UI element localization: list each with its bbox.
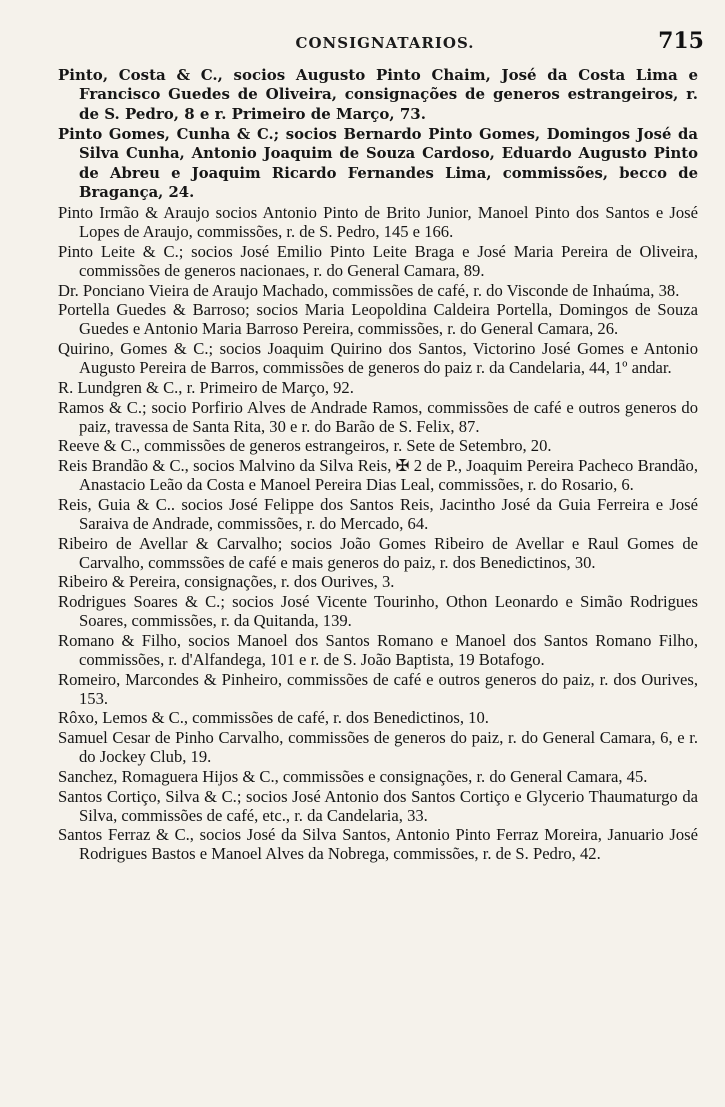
list-item: R. Lundgren & C., r. Primeiro de Março, 92. xyxy=(58,377,354,397)
list-item: Sanchez, Romaguera Hijos & C., commissões e consignações, r. do General Camara, 45. xyxy=(58,766,648,786)
list-item: Ribeiro & Pereira, consignações, r. dos Ourives, 3. xyxy=(58,572,395,592)
list-item: Santos Cortiço, Silva & C.; socios José Antonio dos Santos Cortiço e Glycerio Thaumaturgo da Silva, commissões de café, etc., r. da Candelaria, 33. xyxy=(58,786,698,825)
list-item: Reeve & C., commissões de generos estrangeiros, r. Sete de Setembro, 20. xyxy=(58,436,552,456)
list-item: Portella Guedes & Barroso; socios Maria Leopoldina Caldeira Portella, Domingos de Souza Guedes e Antonio Maria Barroso Pereira, commissões, r. do General Camara, 26. xyxy=(58,300,698,339)
list-item: Dr. Ponciano Vieira de Araujo Machado, commissões de café, r. do Visconde de Inhaúma, 38. xyxy=(58,280,680,300)
list-item: Pinto, Costa & C., socios Augusto Pinto Chaim, José da Costa Lima e Francisco Guedes de Oliveira, consignações de generos estrangeiros, r. de S. Pedro, 8 e r. Primeiro de Março, 73. xyxy=(58,66,698,123)
list-item: Romeiro, Marcondes & Pinheiro, commissões de café e outros generos do paiz, r. dos Ourives, 153. xyxy=(58,669,698,708)
list-item: Pinto Gomes, Cunha & C.; socios Bernardo Pinto Gomes, Domingos José da Silva Cunha, Antonio Joaquim de Souza Cardoso, Eduardo Augusto Pinto de Abreu e Joaquim Ricardo Fernandes Lima, commissões, becco de Bragança, 24. xyxy=(58,125,698,202)
list-item: Samuel Cesar de Pinho Carvalho, commissões de generos do paiz, r. do General Camara, 6, e r. do Jockey Club, 19. xyxy=(58,728,698,767)
page-header xyxy=(60,28,710,60)
list-item: Reis Brandão & C., socios Malvino da Silva Reis, ✠ 2 de P., Joaquim Pereira Pacheco Brandão, Anastacio Leão da Costa e Manoel Pereira Dias Leal, commissões, r. do Rosario, 6. xyxy=(58,456,698,495)
list-item: Rodrigues Soares & C.; socios José Vicente Tourinho, Othon Leonardo e Simão Rodrigues Soares, commissões, r. da Quitanda, 139. xyxy=(58,592,698,631)
list-item: Quirino, Gomes & C.; socios Joaquim Quirino dos Santos, Victorino José Gomes e Antonio Augusto Pereira de Barros, commissões de generos do paiz r. da Candelaria, 44, 1º andar. xyxy=(58,339,698,378)
list-item: Romano & Filho, socios Manoel dos Santos Romano e Manoel dos Santos Romano Filho, commissões, r. d'Alfandega, 101 e r. de S. João Baptista, 19 Botafogo. xyxy=(58,630,698,669)
consignee-list xyxy=(58,66,698,864)
list-item: Santos Ferraz & C., socios José da Silva Santos, Antonio Pinto Ferraz Moreira, Januario José Rodrigues Bastos e Manoel Alves da Nobrega, commissões, r. de S. Pedro, 42. xyxy=(58,825,698,864)
section-title: CONSIGNATARIOS. xyxy=(295,34,475,52)
page-number: 715 xyxy=(658,28,704,54)
list-item: Pinto Leite & C.; socios José Emilio Pinto Leite Braga e José Maria Pereira de Oliveira, commissões de generos nacionaes, r. do General Camara, 89. xyxy=(58,241,698,280)
list-item: Ramos & C.; socio Porfirio Alves de Andrade Ramos, commissões de café e outros generos do paiz, travessa de Santa Rita, 30 e r. do Barão de S. Felix, 87. xyxy=(58,397,698,436)
list-item: Reis, Guia & C.. socios José Felippe dos Santos Reis, Jacintho José da Guia Ferreira e José Saraiva de Andrade, commissões, r. do Mercado, 64. xyxy=(58,494,698,533)
list-item: Pinto Irmão & Araujo socios Antonio Pinto de Brito Junior, Manoel Pinto dos Santos e José Lopes de Araujo, commissões, r. de S. Pedro, 145 e 166. xyxy=(58,203,698,242)
list-item: Rôxo, Lemos & C., commissões de café, r. dos Benedictinos, 10. xyxy=(58,708,489,728)
list-item: Ribeiro de Avellar & Carvalho; socios João Gomes Ribeiro de Avellar e Raul Gomes de Carvalho, commssões de café e mais generos do paiz, r. dos Benedictinos, 30. xyxy=(58,533,698,572)
